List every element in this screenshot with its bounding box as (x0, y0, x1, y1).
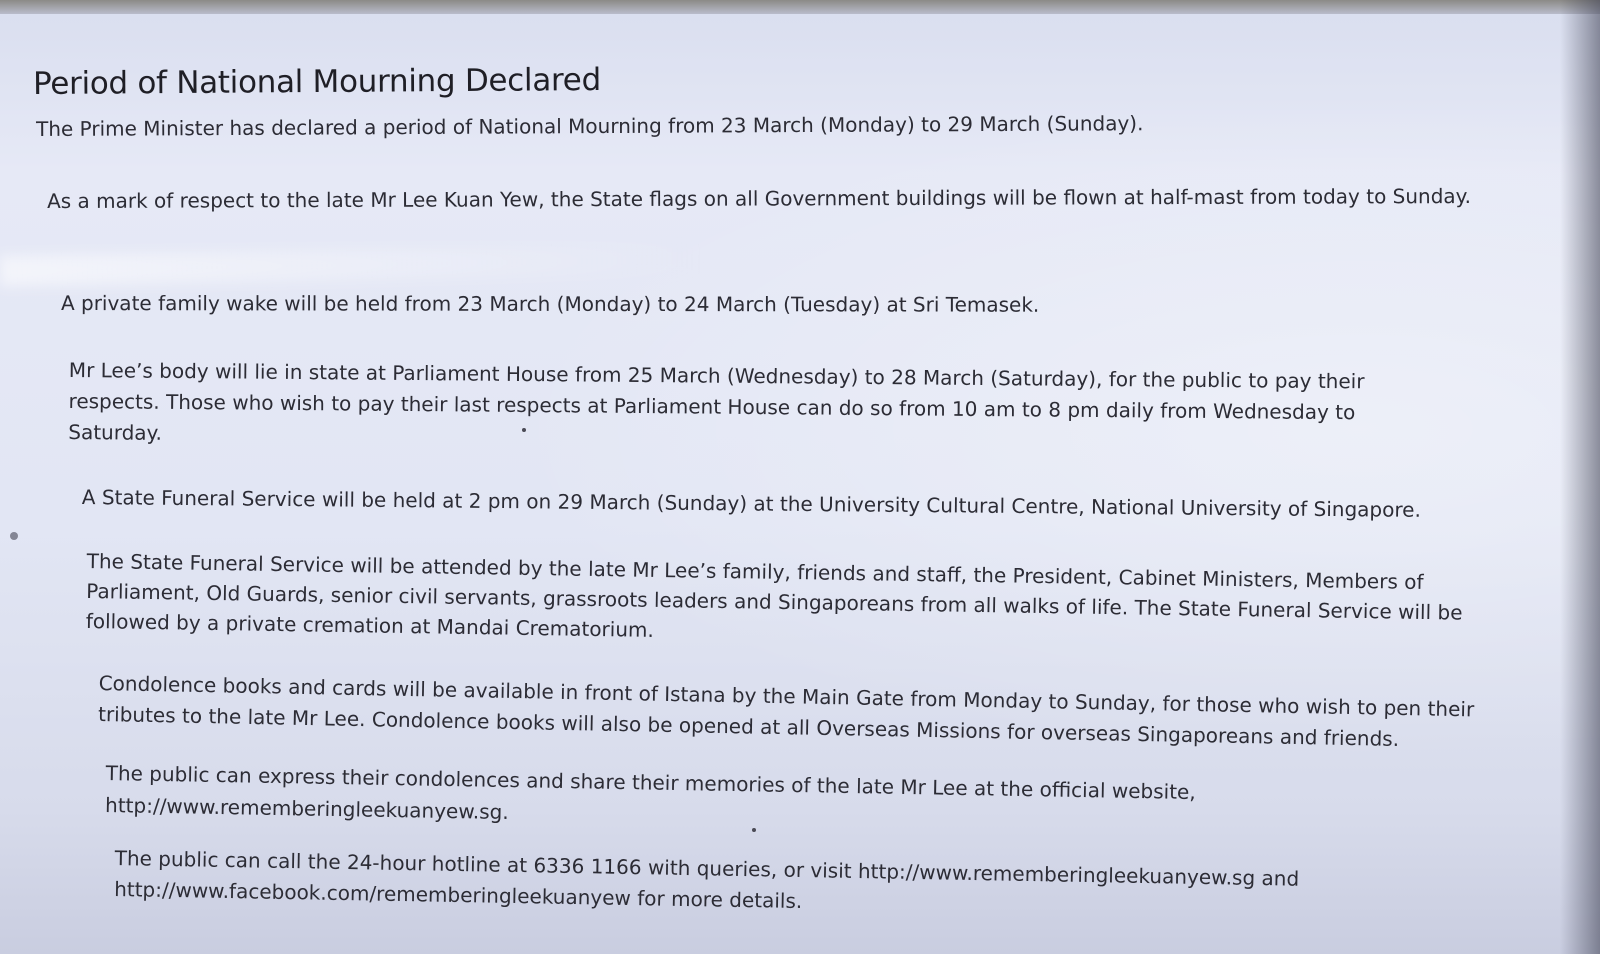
notice-title: Period of National Mourning Declared (32, 62, 602, 102)
dust-speck (10, 532, 18, 540)
paragraph-state-funeral: A State Funeral Service will be held at 2 pm on 29 March (Sunday) at the University Cultural Centre, National University of Singapore. (81, 484, 1422, 522)
glass-glare (0, 244, 700, 286)
paragraph-hotline: The public can call the 24-hour hotline at 6336 1166 with queries, or visit http://www.rememberingleekuanyew.sg and http://www.facebook.com/rememberingleekuanyew for more details. (113, 845, 1300, 914)
dust-speck (752, 828, 756, 832)
paragraph-official-website: The public can express their condolences and share their memories of the late Mr Lee at the official website, http://www.rememberingleekuanyew.sg. (104, 760, 1196, 825)
dust-speck (522, 428, 526, 432)
paragraph-national-mourning: The Prime Minister has declared a period of National Mourning from 23 March (Monday) to 29 March (Sunday). (36, 111, 1144, 141)
paragraph-private-wake: A private family wake will be held from 23 March (Monday) to 24 March (Tuesday) at Sri Temasek. (60, 291, 1040, 317)
paragraph-funeral-attendees: The State Funeral Service will be attended by the late Mr Lee’s family, friends and staff, the President, Cabinet Ministers, Members of Parliament, Old Guards, senior civil servants, grassroots leaders and Singaporeans from all walks of life. The State Funeral Service will be followed by a private cremation at Mandai Crematorium. (85, 548, 1463, 642)
paragraph-lie-in-state: Mr Lee’s body will lie in state at Parliament House from 25 March (Wednesday) to 28 March (Saturday), for the public to pay their respects. Those who wish to pay their last respects at Parliament House can do so from 10 am to 8 pm daily from Wednesday to Saturday. (68, 357, 1365, 445)
paragraph-state-flags: As a mark of respect to the late Mr Lee Kuan Yew, the State flags on all Government buildings will be flown at half-mast from today to Sunday. (47, 184, 1472, 213)
paragraph-condolence-books: Condolence books and cards will be available in front of Istana by the Main Gate from Monday to Sunday, for those who wish to pen their tributes to the late Mr Lee. Condolence books will also be opened at all Overseas Missions for overseas Singaporeans and friends. (97, 670, 1475, 751)
